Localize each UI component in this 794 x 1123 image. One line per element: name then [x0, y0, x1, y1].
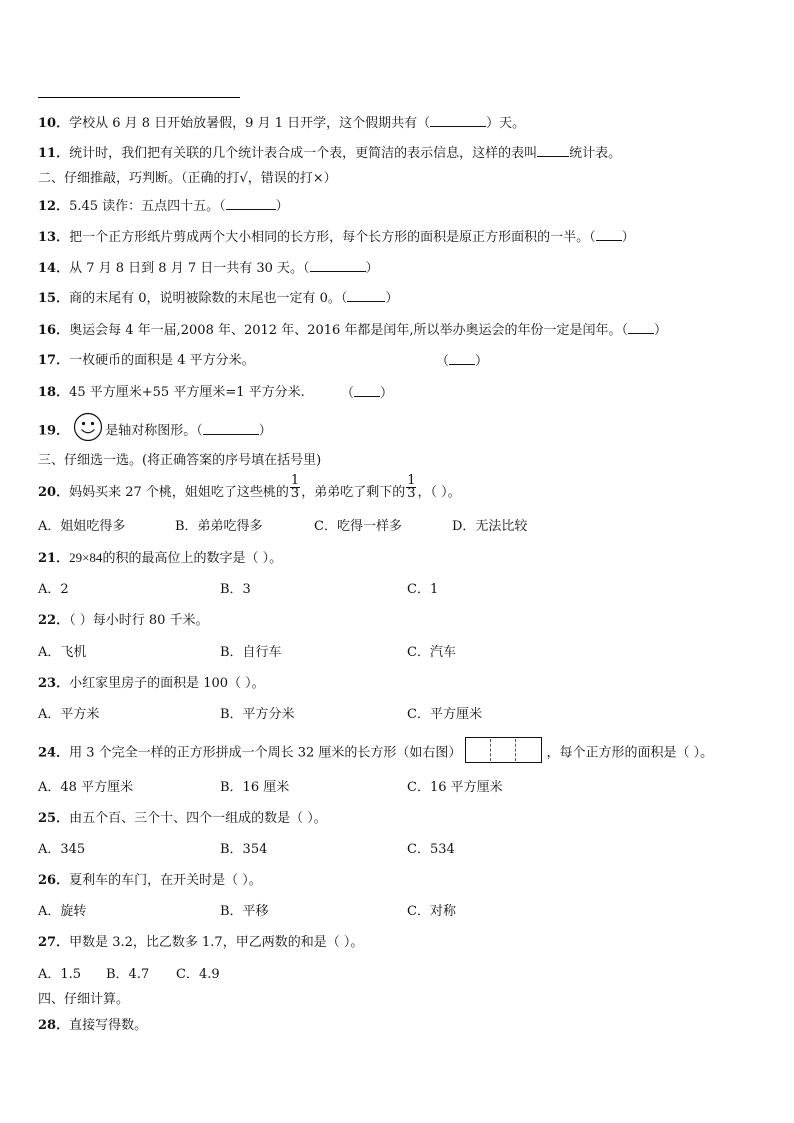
question-text: 妈妈买来 27 个桃，姐姐吃了这些桃的	[69, 485, 289, 500]
question-17	[38, 353, 255, 369]
question-number: 12．	[38, 199, 70, 214]
option-c[interactable]: C．汽车	[407, 645, 456, 660]
question-28	[38, 1018, 147, 1034]
question-text: 统计时，我们把有关联的几个统计表合成一个表，更简洁的表示信息，这样的表叫	[69, 146, 538, 161]
answer-blank[interactable]	[226, 198, 276, 210]
answer-blank[interactable]	[310, 260, 366, 272]
question-18	[38, 385, 305, 401]
three-squares-rectangle-figure	[465, 737, 542, 763]
question-number: 21．	[38, 551, 70, 566]
option-b[interactable]: B．4.7	[106, 967, 150, 982]
option-d[interactable]: D．无法比较	[452, 519, 528, 534]
question-text: 奥运会每 4 年一届,2008 年、2012 年、2016 年都是闰年,所以举办奥运会的年份一定是闰年。（	[69, 323, 629, 338]
question-10	[38, 115, 525, 132]
question-text-end: ）	[258, 423, 272, 439]
answer-blank[interactable]	[596, 229, 622, 241]
question-11	[38, 145, 621, 162]
option-c[interactable]: C．平方厘米	[407, 707, 482, 722]
option-b[interactable]: B．354	[220, 842, 268, 857]
question-text: 直接写得数。	[69, 1018, 148, 1033]
fraction-denominator: 3	[407, 486, 416, 501]
question-text: ，弟弟吃了剩下的	[301, 485, 406, 500]
question-text: 45 平方厘米+55 平方厘米=1 平方分米.	[69, 385, 305, 400]
question-21	[38, 550, 282, 567]
question-number: 10．	[38, 116, 70, 131]
answer-blank[interactable]	[449, 353, 475, 365]
question-number: 20．	[38, 485, 70, 500]
question-number: 17．	[38, 353, 70, 368]
question-text: 夏利车的车门，在开关时是（ ）。	[69, 873, 262, 888]
question-text: 小红家里房子的面积是 100（ ）。	[69, 676, 265, 691]
question-text: 把一个正方形纸片剪成两个大小相同的长方形，每个长方形的面积是原正方形面积的一半。（	[69, 230, 596, 245]
question-text-end: ）	[275, 199, 289, 214]
section-heading-4: 四、仔细计算。	[38, 992, 130, 1007]
option-a[interactable]: A．飞机	[38, 645, 87, 660]
question-number: 25．	[38, 811, 70, 826]
bracket-open: （	[436, 354, 450, 369]
option-a[interactable]: A．48 平方厘米	[38, 780, 134, 795]
question-text: 甲数是 3.2，比乙数多 1.7，甲乙两数的和是（ ）。	[69, 935, 364, 950]
question-text-end: ）	[385, 291, 399, 306]
question-text-end: ）	[365, 261, 379, 276]
header-rule	[38, 97, 240, 98]
option-c[interactable]: C．对称	[407, 904, 456, 919]
question-number: 18．	[38, 385, 70, 400]
question-26	[38, 873, 262, 889]
question-text: 商的末尾有 0，说明被除数的末尾也一定有 0。（	[69, 291, 348, 306]
bracket-close: ）	[380, 386, 394, 401]
question-18-bracket	[341, 385, 393, 402]
option-c[interactable]: C．534	[407, 842, 455, 857]
question-14	[38, 260, 379, 277]
question-number: 11．	[38, 146, 70, 161]
question-text: 是轴对称图形。（	[105, 423, 203, 439]
question-text-end: ，（ ）。	[417, 485, 461, 500]
question-number: 19．	[38, 423, 70, 439]
option-b[interactable]: B．自行车	[220, 645, 282, 660]
question-23	[38, 676, 265, 692]
question-number: 15．	[38, 291, 70, 306]
option-c[interactable]: C．1	[407, 582, 439, 597]
option-a[interactable]: A．旋转	[38, 904, 87, 919]
section-heading-2: 二、仔细推敲，巧判断。（正确的打√，错误的打×）	[38, 171, 337, 186]
question-25	[38, 811, 327, 827]
option-a[interactable]: A．姐姐吃得多	[38, 519, 126, 534]
option-c[interactable]: C．16 平方厘米	[407, 780, 503, 795]
answer-blank[interactable]	[203, 423, 259, 435]
math-expression: 29×84	[69, 550, 103, 565]
question-number: 13．	[38, 230, 70, 245]
question-text: 用 3 个完全一样的正方形拼成一个周长 32 厘米的长方形（如右图）	[69, 745, 462, 761]
answer-blank[interactable]	[628, 322, 654, 334]
question-text-end: 统计表。	[569, 146, 622, 161]
question-text: 一枚硬币的面积是 4 平方分米。	[69, 353, 255, 368]
fraction-denominator: 3	[290, 486, 300, 501]
question-text: 由五个百、三个十、四个一组成的数是（ ）。	[69, 811, 327, 826]
question-13	[38, 229, 635, 246]
question-text: 从 7 月 8 日到 8 月 7 日一共有 30 天。（	[69, 261, 310, 276]
question-16	[38, 322, 667, 339]
question-number: 16．	[38, 323, 70, 338]
question-number: 28．	[38, 1018, 70, 1033]
question-number: 24．	[38, 745, 70, 761]
section-heading-3: 三、仔细选一选。(将正确答案的序号填在括号里)	[38, 453, 322, 468]
answer-blank[interactable]	[347, 290, 385, 302]
option-b[interactable]: B．弟弟吃得多	[175, 519, 263, 534]
question-text: 学校从 6 月 8 日开始放暑假，9 月 1 日开学，这个假期共有（	[69, 116, 431, 131]
question-number: 23．	[38, 676, 70, 691]
bracket-close: ）	[475, 354, 489, 369]
option-c[interactable]: C．吃得一样多	[314, 519, 402, 534]
answer-blank[interactable]	[537, 145, 569, 157]
answer-blank[interactable]	[430, 115, 486, 127]
option-c[interactable]: C．4.9	[176, 967, 220, 982]
fraction-numerator: 1	[407, 473, 416, 488]
question-text-end: ）	[654, 323, 668, 338]
question-20	[38, 473, 461, 501]
question-text: 5.45 读作：五点四十五。（	[69, 199, 226, 214]
question-17-bracket	[436, 353, 488, 370]
question-15	[38, 290, 398, 307]
question-text-end: ）	[621, 230, 635, 245]
question-12	[38, 198, 289, 215]
option-a[interactable]: A．345	[38, 842, 86, 857]
option-a[interactable]: A．1.5	[38, 967, 82, 982]
question-text: （ ）每小时行 80 千米。	[69, 613, 209, 628]
question-number: 22．	[38, 613, 70, 628]
fraction-numerator: 1	[290, 473, 300, 488]
question-22	[38, 613, 209, 629]
option-b[interactable]: B．平移	[220, 904, 269, 919]
smiley-face-icon	[73, 412, 103, 442]
question-19	[38, 420, 272, 442]
bracket-open: （	[341, 386, 355, 401]
answer-blank[interactable]	[354, 385, 380, 397]
option-b[interactable]: B．16 厘米	[220, 780, 290, 795]
question-24	[38, 743, 713, 763]
option-a[interactable]: A．平方米	[38, 707, 100, 722]
question-27	[38, 935, 363, 951]
question-text-end: ，每个正方形的面积是（ ）。	[546, 745, 714, 761]
question-number: 14．	[38, 261, 70, 276]
question-text-end: ）天。	[486, 116, 526, 131]
fraction-one-third	[290, 475, 300, 500]
option-a[interactable]: A．2	[38, 582, 69, 597]
question-number: 27．	[38, 935, 70, 950]
option-b[interactable]: B．平方分米	[220, 707, 295, 722]
question-number: 26．	[38, 873, 70, 888]
option-b[interactable]: B．3	[220, 582, 251, 597]
question-text: 的积的最高位上的数字是（ ）。	[102, 551, 283, 566]
fraction-one-third	[406, 475, 416, 500]
